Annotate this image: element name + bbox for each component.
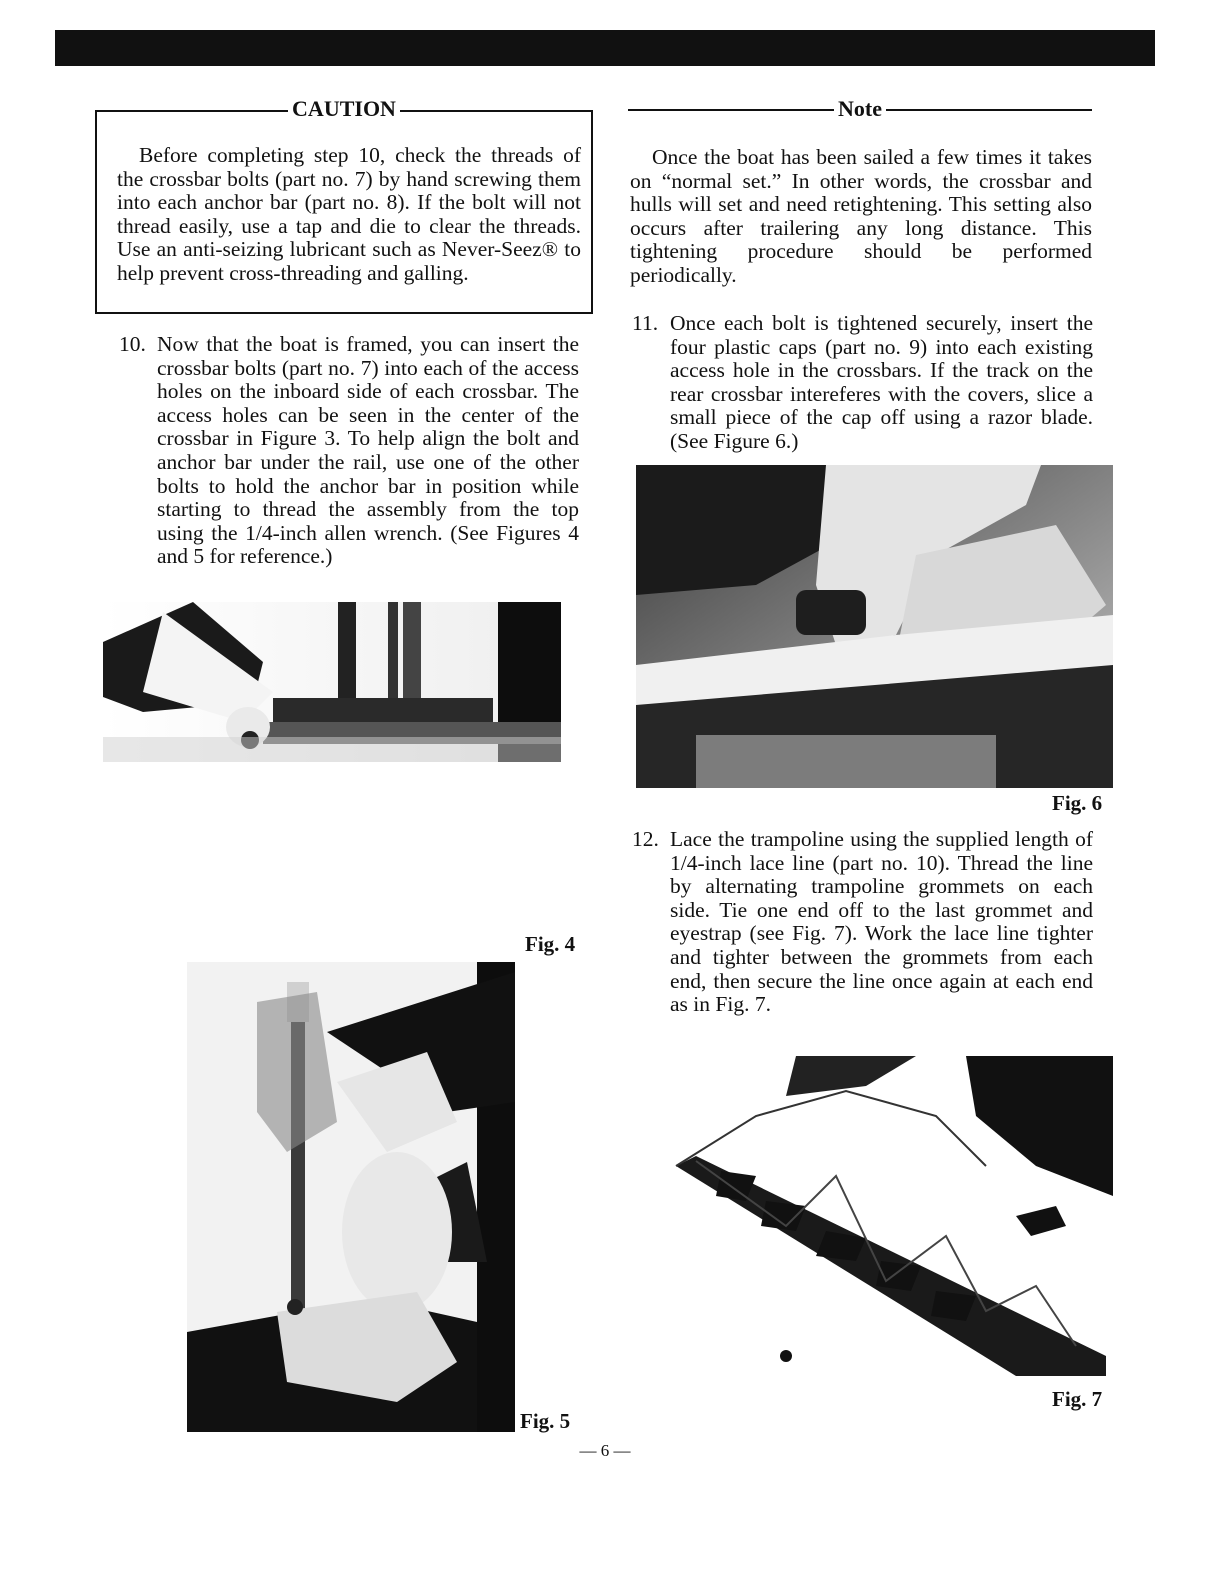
step-text: Now that the boat is framed, you can insert the crossbar bolts (part no. 7) into each of the access holes on the inboard side of each crossbar. The access holes can be seen in the center of the crossbar in Figure 3. To help align the bolt and anchor bar under the rail, use one of the other bolts to hold the anchor bar in position while starting to thread the assembly from the top using the 1/4-inch allen wrench. (See Figures 4 and 5 for reference.)	[157, 332, 579, 569]
figure-4-caption: Fig. 4	[525, 932, 576, 956]
step-10	[119, 333, 579, 569]
step-number: 11.	[632, 311, 659, 335]
figure-7-caption: Fig. 7	[1052, 1387, 1103, 1411]
figure-6-photo	[636, 465, 1113, 788]
step-number: 10.	[119, 332, 146, 356]
step-text: Lace the trampoline using the supplied length of 1/4-inch lace line (part no. 10). Thread the line by alternating trampoline grommets on each side. Tie one end off to the last grommet and eyestrap (see Fig. 7). Work the lace line tighter and tighter between the grommets from each end, then secure the line once again at each end as in Fig. 7.	[670, 827, 1093, 1017]
figure-5-caption: Fig. 5	[520, 1409, 571, 1433]
note-title: Note	[834, 96, 886, 121]
step-11	[632, 312, 1093, 454]
figure-4-photo	[103, 602, 561, 762]
caution-text: Before completing step 10, check the threads of the crossbar bolts (part no. 7) by hand screwing them into each anchor bar (part no. 8). If the bolt will not thread easily, use a tap and die to clear the threads. Use an anti-seizing lubricant such as Never-Seez® to help prevent cross-threading and galling.	[117, 143, 581, 285]
step-12	[632, 828, 1093, 1017]
page-number: — 6 —	[579, 1441, 631, 1460]
figure-5-photo	[187, 962, 515, 1432]
figure-7-photo	[636, 1056, 1113, 1386]
caution-title: CAUTION	[288, 96, 400, 121]
step-text: Once each bolt is tightened securely, insert the four plastic caps (part no. 9) into each existing access hole in the crossbars. If the track on the rear crossbar intereferes with the covers, slice a small piece of the cap off using a razor blade. (See Figure 6.)	[670, 311, 1093, 453]
header-bar	[55, 30, 1155, 66]
step-number: 12.	[632, 827, 659, 851]
caution-box	[95, 96, 593, 314]
figure-6-caption: Fig. 6	[1052, 791, 1103, 815]
note-text: Once the boat has been sailed a few times it takes on “normal set.” In other words, the crossbar and hulls will set and need retightening. This setting also occurs after trailering any long distance. This tightening procedure should be performed periodically.	[630, 145, 1092, 287]
